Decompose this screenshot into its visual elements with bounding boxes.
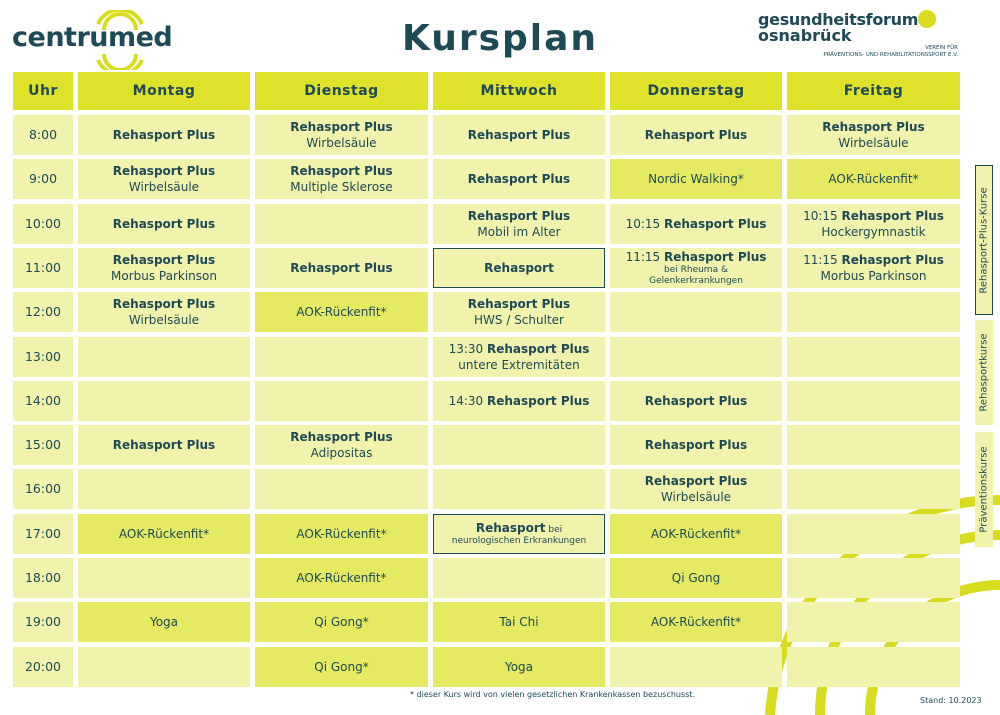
- course-name: Rehasport Plus: [112, 128, 216, 142]
- course-cell: [787, 159, 960, 199]
- course-cell: [433, 469, 605, 509]
- course-title: [468, 127, 570, 143]
- course-cell: [610, 558, 782, 598]
- course-cell: [433, 647, 605, 687]
- course-cell: [787, 469, 960, 509]
- course-subtitle: AOK-Rückenfit*: [650, 526, 742, 541]
- course-cell: [255, 381, 428, 421]
- logo-sub1: VEREIN FÜR: [924, 45, 958, 51]
- course-cell: [433, 558, 605, 598]
- course-subtitle: Multiple Sklerose: [290, 180, 393, 195]
- time-cell: 15:00: [13, 425, 73, 465]
- course-subtitle: Yoga: [504, 659, 534, 674]
- course-note: bei Rheuma &: [664, 264, 728, 275]
- course-title: [803, 252, 944, 268]
- course-name: Rehasport Plus: [112, 297, 216, 312]
- course-title: [290, 429, 392, 445]
- course-cell: [610, 337, 782, 377]
- course-subtitle: untere Extremitäten: [458, 357, 580, 372]
- course-cell: [787, 204, 960, 244]
- course-time-prefix: 14:30: [448, 393, 487, 408]
- course-subtitle: Morbus Parkinson: [111, 268, 217, 283]
- course-subtitle: Wirbelsäule: [306, 136, 377, 150]
- course-name: Rehasport: [475, 521, 546, 536]
- course-cell: [787, 115, 960, 155]
- course-cell: [78, 248, 250, 288]
- course-title: [645, 437, 747, 453]
- time-cell: 17:00: [13, 514, 73, 554]
- course-cell: [610, 248, 782, 288]
- course-cell: [255, 292, 428, 332]
- course-subtitle: Adipositas: [310, 446, 373, 461]
- course-cell: [255, 425, 428, 465]
- course-subtitle: AOK-Rückenfit*: [296, 305, 387, 320]
- course-note: neurologischen Erkrankungen: [451, 536, 587, 547]
- course-subtitle: HWS / Schulter: [474, 313, 564, 328]
- course-title: [803, 208, 944, 224]
- time-cell: 9:00: [13, 159, 73, 199]
- side-tab-rehasport: Rehasportkurse: [975, 320, 993, 425]
- time-cell: 11:00: [13, 248, 73, 288]
- course-cell: [787, 337, 960, 377]
- course-cell: [433, 514, 605, 554]
- course-cell: [610, 647, 782, 687]
- course-cell: [787, 558, 960, 598]
- course-title: [468, 208, 570, 224]
- course-cell: [255, 647, 428, 687]
- course-cell: [78, 558, 250, 598]
- course-subtitle: Yoga: [149, 615, 179, 630]
- course-name: Rehasport Plus: [112, 252, 216, 267]
- course-cell: [610, 159, 782, 199]
- course-name: Rehasport Plus: [644, 128, 748, 142]
- course-subtitle: AOK-Rückenfit*: [296, 526, 387, 541]
- course-name: Rehasport Plus: [467, 208, 571, 223]
- course-name-suffix: bei: [545, 525, 563, 536]
- course-title: [113, 296, 215, 312]
- course-name: Rehasport Plus: [467, 297, 571, 312]
- course-cell: [433, 381, 605, 421]
- course-cell: [78, 602, 250, 642]
- course-title: [468, 296, 570, 312]
- course-cell: [255, 602, 428, 642]
- course-cell: [433, 204, 605, 244]
- side-tab-rehasport-plus: Rehasport-Plus-Kurse: [975, 165, 993, 315]
- course-subtitle: AOK-Rückenfit*: [828, 172, 919, 187]
- course-name: Rehasport Plus: [112, 438, 216, 453]
- course-cell: [610, 381, 782, 421]
- course-title: [113, 252, 215, 268]
- time-cell: 8:00: [13, 115, 73, 155]
- course-title: [476, 520, 562, 536]
- time-cell: 10:00: [13, 204, 73, 244]
- course-cell: [433, 337, 605, 377]
- header-1: Montag: [78, 72, 250, 110]
- course-title: [645, 127, 747, 143]
- logo-dot-icon: [918, 10, 936, 28]
- time-cell: 12:00: [13, 292, 73, 332]
- course-cell: [787, 514, 960, 554]
- course-name: Rehasport Plus: [663, 249, 767, 264]
- time-cell: 14:00: [13, 381, 73, 421]
- course-cell: [787, 425, 960, 465]
- course-name: Rehasport Plus: [644, 474, 748, 489]
- course-name: Rehasport Plus: [467, 172, 571, 187]
- course-title: [113, 216, 215, 232]
- course-cell: [787, 292, 960, 332]
- course-subtitle: Wirbelsäule: [128, 180, 200, 195]
- course-cell: [78, 159, 250, 199]
- course-cell: [255, 514, 428, 554]
- course-subtitle: Qi Gong*: [314, 659, 369, 674]
- course-cell: [610, 602, 782, 642]
- course-note-2: Gelenkerkrankungen: [649, 275, 743, 286]
- course-title: [484, 260, 554, 276]
- course-name: Rehasport Plus: [822, 120, 925, 134]
- time-cell: 18:00: [13, 558, 73, 598]
- course-cell: [255, 204, 428, 244]
- course-title: [822, 119, 924, 135]
- stand-date: Stand: 10.2023: [920, 696, 982, 705]
- course-cell: [433, 425, 605, 465]
- course-subtitle: Nordic Walking*: [648, 172, 744, 187]
- header-0: Uhr: [13, 72, 73, 110]
- course-name: Rehasport Plus: [290, 430, 393, 445]
- course-subtitle: Qi Gong*: [314, 615, 369, 630]
- course-cell: [610, 115, 782, 155]
- course-name: Rehasport Plus: [841, 252, 944, 267]
- course-cell: [255, 115, 428, 155]
- course-cell: [433, 292, 605, 332]
- course-cell: [255, 337, 428, 377]
- course-cell: [255, 558, 428, 598]
- course-name: Rehasport Plus: [290, 164, 393, 179]
- course-subtitle: Wirbelsäule: [660, 490, 732, 505]
- course-name: Rehasport Plus: [841, 208, 944, 223]
- centrumed-wordmark: centrumed: [12, 22, 173, 53]
- course-subtitle: Hockergymnastik: [821, 224, 926, 239]
- course-title: [290, 163, 392, 179]
- course-title: [449, 341, 590, 357]
- course-name: Rehasport Plus: [644, 438, 748, 453]
- course-name: Rehasport Plus: [486, 341, 590, 356]
- course-cell: [610, 292, 782, 332]
- course-cell: [255, 159, 428, 199]
- course-name: Rehasport Plus: [112, 164, 216, 179]
- course-cell: [610, 204, 782, 244]
- header-5: Freitag: [787, 72, 960, 110]
- course-name: Rehasport Plus: [644, 393, 748, 408]
- course-cell: [255, 469, 428, 509]
- course-cell: [433, 602, 605, 642]
- course-time-prefix: 10:15: [625, 216, 664, 231]
- time-cell: 20:00: [13, 647, 73, 687]
- course-title: [449, 393, 590, 409]
- logo-sub2: PRÄVENTIONS- UND REHABILITATIONSSPORT E.V.: [823, 52, 958, 58]
- course-cell: [433, 159, 605, 199]
- course-subtitle: Mobil im Alter: [477, 224, 561, 239]
- course-title: [113, 437, 215, 453]
- course-cell: [787, 248, 960, 288]
- course-subtitle: Wirbelsäule: [838, 136, 909, 150]
- course-cell: [787, 647, 960, 687]
- course-time-prefix: 11:15: [803, 252, 842, 267]
- side-tab-praevention: Präventionskurse: [975, 432, 993, 547]
- time-cell: 13:00: [13, 337, 73, 377]
- course-title: [113, 163, 215, 179]
- course-subtitle: Morbus Parkinson: [820, 268, 927, 283]
- course-cell: [78, 115, 250, 155]
- course-time-prefix: 11:15: [625, 249, 664, 264]
- page-title: Kursplan: [401, 18, 599, 59]
- course-title: [113, 127, 215, 143]
- course-cell: [78, 469, 250, 509]
- logo-line1: gesundheitsforum: [758, 10, 919, 29]
- course-cell: [610, 514, 782, 554]
- course-title: [290, 260, 392, 276]
- course-cell: [78, 425, 250, 465]
- course-name: Rehasport Plus: [112, 216, 216, 231]
- course-title: [645, 393, 747, 409]
- course-subtitle: AOK-Rückenfit*: [118, 526, 210, 541]
- course-cell: [433, 248, 605, 288]
- header-3: Mittwoch: [433, 72, 605, 110]
- course-subtitle: Wirbelsäule: [128, 313, 200, 328]
- course-cell: [610, 425, 782, 465]
- course-subtitle: AOK-Rückenfit*: [650, 615, 742, 630]
- course-title: [626, 216, 767, 232]
- header-4: Donnerstag: [610, 72, 782, 110]
- course-cell: [78, 292, 250, 332]
- course-subtitle: AOK-Rückenfit*: [296, 571, 387, 585]
- course-time-prefix: 10:15: [803, 208, 842, 223]
- course-cell: [255, 248, 428, 288]
- course-cell: [78, 647, 250, 687]
- course-title: [645, 473, 747, 489]
- course-time-prefix: 13:30: [448, 341, 487, 356]
- course-name: Rehasport Plus: [290, 120, 393, 134]
- time-cell: 19:00: [13, 602, 73, 642]
- course-title: [626, 249, 767, 265]
- course-cell: [78, 204, 250, 244]
- course-cell: [78, 337, 250, 377]
- footnote: * dieser Kurs wird von vielen gesetzlichen Krankenkassen bezuschusst.: [410, 690, 695, 699]
- course-title: [290, 119, 392, 135]
- course-subtitle: Tai Chi: [499, 615, 539, 630]
- logo-line2: osnabrück: [758, 26, 852, 45]
- course-name: Rehasport: [484, 260, 554, 275]
- course-subtitle: Qi Gong: [671, 571, 721, 585]
- course-name: Rehasport Plus: [663, 216, 767, 231]
- gesundheitsforum-logo: [758, 10, 958, 59]
- course-cell: [78, 381, 250, 421]
- course-name: Rehasport Plus: [486, 393, 590, 408]
- course-cell: [787, 602, 960, 642]
- course-name: Rehasport Plus: [467, 128, 571, 142]
- time-cell: 16:00: [13, 469, 73, 509]
- course-name: Rehasport Plus: [290, 260, 393, 275]
- header-2: Dienstag: [255, 72, 428, 110]
- course-title: [468, 171, 570, 187]
- course-cell: [433, 115, 605, 155]
- course-cell: [787, 381, 960, 421]
- course-cell: [78, 514, 250, 554]
- course-cell: [610, 469, 782, 509]
